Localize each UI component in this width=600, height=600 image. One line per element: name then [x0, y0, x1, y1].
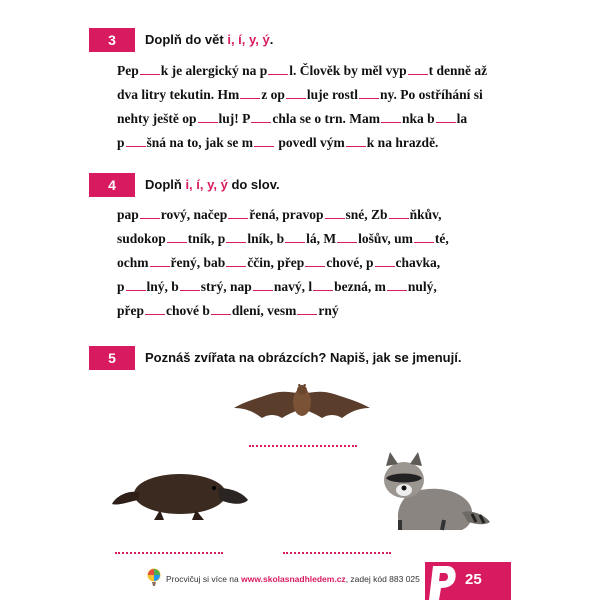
- text-fragment: šná na to, jak se m: [146, 135, 254, 150]
- fill-in-blank[interactable]: [337, 230, 357, 243]
- task-4-text: [117, 203, 449, 323]
- task-number-5: 5: [89, 346, 135, 370]
- fill-in-blank[interactable]: [140, 206, 160, 219]
- text-fragment: navý, l: [273, 279, 313, 294]
- text-line: [117, 275, 449, 299]
- fill-in-blank[interactable]: [145, 302, 165, 315]
- text-fragment: ochm: [117, 255, 149, 270]
- fill-in-blank[interactable]: [346, 134, 366, 147]
- footer-text: Procvičuj si více na www.skolasnadhledem.cz, zadej kód 883 025: [166, 574, 420, 584]
- fill-in-blank[interactable]: [297, 302, 317, 315]
- text-fragment: té,: [434, 231, 449, 246]
- answer-line-bat[interactable]: [249, 445, 357, 447]
- page-number-badge: [425, 562, 511, 600]
- text-fragment: sudokop: [117, 231, 166, 246]
- fill-in-blank[interactable]: [140, 62, 160, 75]
- text-fragment: luj! P: [218, 111, 251, 126]
- balloon-logo-icon: [147, 568, 161, 588]
- fill-in-blank[interactable]: [268, 62, 288, 75]
- page-number: 25: [465, 571, 482, 588]
- text-fragment: ny. Po ostříhání si: [380, 87, 483, 102]
- fill-in-blank[interactable]: [254, 134, 274, 147]
- text-line: [117, 59, 487, 83]
- text-fragment: nka b: [401, 111, 435, 126]
- text-fragment: bezná, m: [334, 279, 386, 294]
- fill-in-blank[interactable]: [414, 230, 434, 243]
- raccoon-icon: [372, 452, 492, 534]
- platypus-icon: [110, 462, 250, 524]
- fill-in-blank[interactable]: [240, 86, 260, 99]
- task-3-title: Doplň do vět i, í, y, ý.: [145, 32, 274, 47]
- text-line: [117, 131, 487, 155]
- text-fragment: la: [456, 111, 468, 126]
- text-line: [117, 107, 487, 131]
- answer-line-raccoon[interactable]: [283, 552, 391, 554]
- text-fragment: p: [117, 135, 125, 150]
- text-fragment: lný, b: [146, 279, 179, 294]
- text-fragment: dva litry tekutin. Hm: [117, 87, 240, 102]
- fill-in-blank[interactable]: [381, 110, 401, 123]
- fill-in-blank[interactable]: [198, 110, 218, 123]
- fill-in-blank[interactable]: [226, 254, 246, 267]
- fill-in-blank[interactable]: [167, 230, 187, 243]
- fill-in-blank[interactable]: [313, 278, 333, 291]
- fill-in-blank[interactable]: [408, 62, 428, 75]
- text-fragment: strý, nap: [200, 279, 252, 294]
- text-fragment: lošův, um: [358, 231, 413, 246]
- text-fragment: p: [117, 279, 125, 294]
- text-fragment: řená, pravop: [249, 207, 324, 222]
- fill-in-blank[interactable]: [375, 254, 395, 267]
- brand-p-icon: [425, 562, 459, 600]
- text-fragment: ččin, přep: [247, 255, 305, 270]
- text-fragment: rný: [318, 303, 339, 318]
- text-fragment: k je alergický na p: [160, 63, 268, 78]
- text-fragment: nulý,: [407, 279, 437, 294]
- task-4-title: Doplň i, í, y, ý do slov.: [145, 177, 280, 192]
- fill-in-blank[interactable]: [180, 278, 200, 291]
- fill-in-blank[interactable]: [286, 86, 306, 99]
- fill-in-blank[interactable]: [359, 86, 379, 99]
- task-5-title: Poznáš zvířata na obrázcích? Napiš, jak se jmenují.: [145, 350, 462, 365]
- text-fragment: chové, p: [326, 255, 374, 270]
- text-fragment: luje rostl: [306, 87, 359, 102]
- fill-in-blank[interactable]: [253, 278, 273, 291]
- text-fragment: k na hrazdě.: [366, 135, 439, 150]
- text-fragment: l. Člověk by měl vyp: [289, 63, 407, 78]
- bat-icon: [232, 384, 372, 430]
- text-fragment: rový, načep: [160, 207, 228, 222]
- task-3-text: [117, 59, 487, 155]
- task-number-4: 4: [89, 173, 135, 197]
- fill-in-blank[interactable]: [389, 206, 409, 219]
- text-fragment: lá, M: [306, 231, 337, 246]
- fill-in-blank[interactable]: [325, 206, 345, 219]
- fill-in-blank[interactable]: [436, 110, 456, 123]
- text-line: [117, 227, 449, 251]
- text-line: [117, 203, 449, 227]
- text-fragment: povedl vým: [275, 135, 345, 150]
- answer-line-platypus[interactable]: [115, 552, 223, 554]
- text-fragment: tník, p: [187, 231, 226, 246]
- text-fragment: nehty ještě op: [117, 111, 197, 126]
- task-number-3: 3: [89, 28, 135, 52]
- text-fragment: dlení, vesm: [231, 303, 297, 318]
- text-fragment: ňkův,: [409, 207, 442, 222]
- text-fragment: z op: [261, 87, 285, 102]
- fill-in-blank[interactable]: [228, 206, 248, 219]
- fill-in-blank[interactable]: [150, 254, 170, 267]
- fill-in-blank[interactable]: [285, 230, 305, 243]
- text-fragment: přep: [117, 303, 144, 318]
- footer-link[interactable]: www.skolasnadhledem.cz: [241, 574, 346, 584]
- text-fragment: Pep: [117, 63, 139, 78]
- text-line: [117, 299, 449, 323]
- fill-in-blank[interactable]: [126, 278, 146, 291]
- text-fragment: chové b: [166, 303, 210, 318]
- text-fragment: t denně až: [428, 63, 488, 78]
- fill-in-blank[interactable]: [305, 254, 325, 267]
- fill-in-blank[interactable]: [251, 110, 271, 123]
- text-line: [117, 251, 449, 275]
- fill-in-blank[interactable]: [226, 230, 246, 243]
- text-line: [117, 83, 487, 107]
- fill-in-blank[interactable]: [211, 302, 231, 315]
- text-fragment: chla se o trn. Mam: [272, 111, 380, 126]
- fill-in-blank[interactable]: [387, 278, 407, 291]
- text-fragment: pap: [117, 207, 139, 222]
- text-fragment: chavka,: [395, 255, 441, 270]
- text-fragment: sné, Zb: [345, 207, 388, 222]
- fill-in-blank[interactable]: [126, 134, 146, 147]
- text-fragment: řený, bab: [170, 255, 226, 270]
- text-fragment: lník, b: [247, 231, 285, 246]
